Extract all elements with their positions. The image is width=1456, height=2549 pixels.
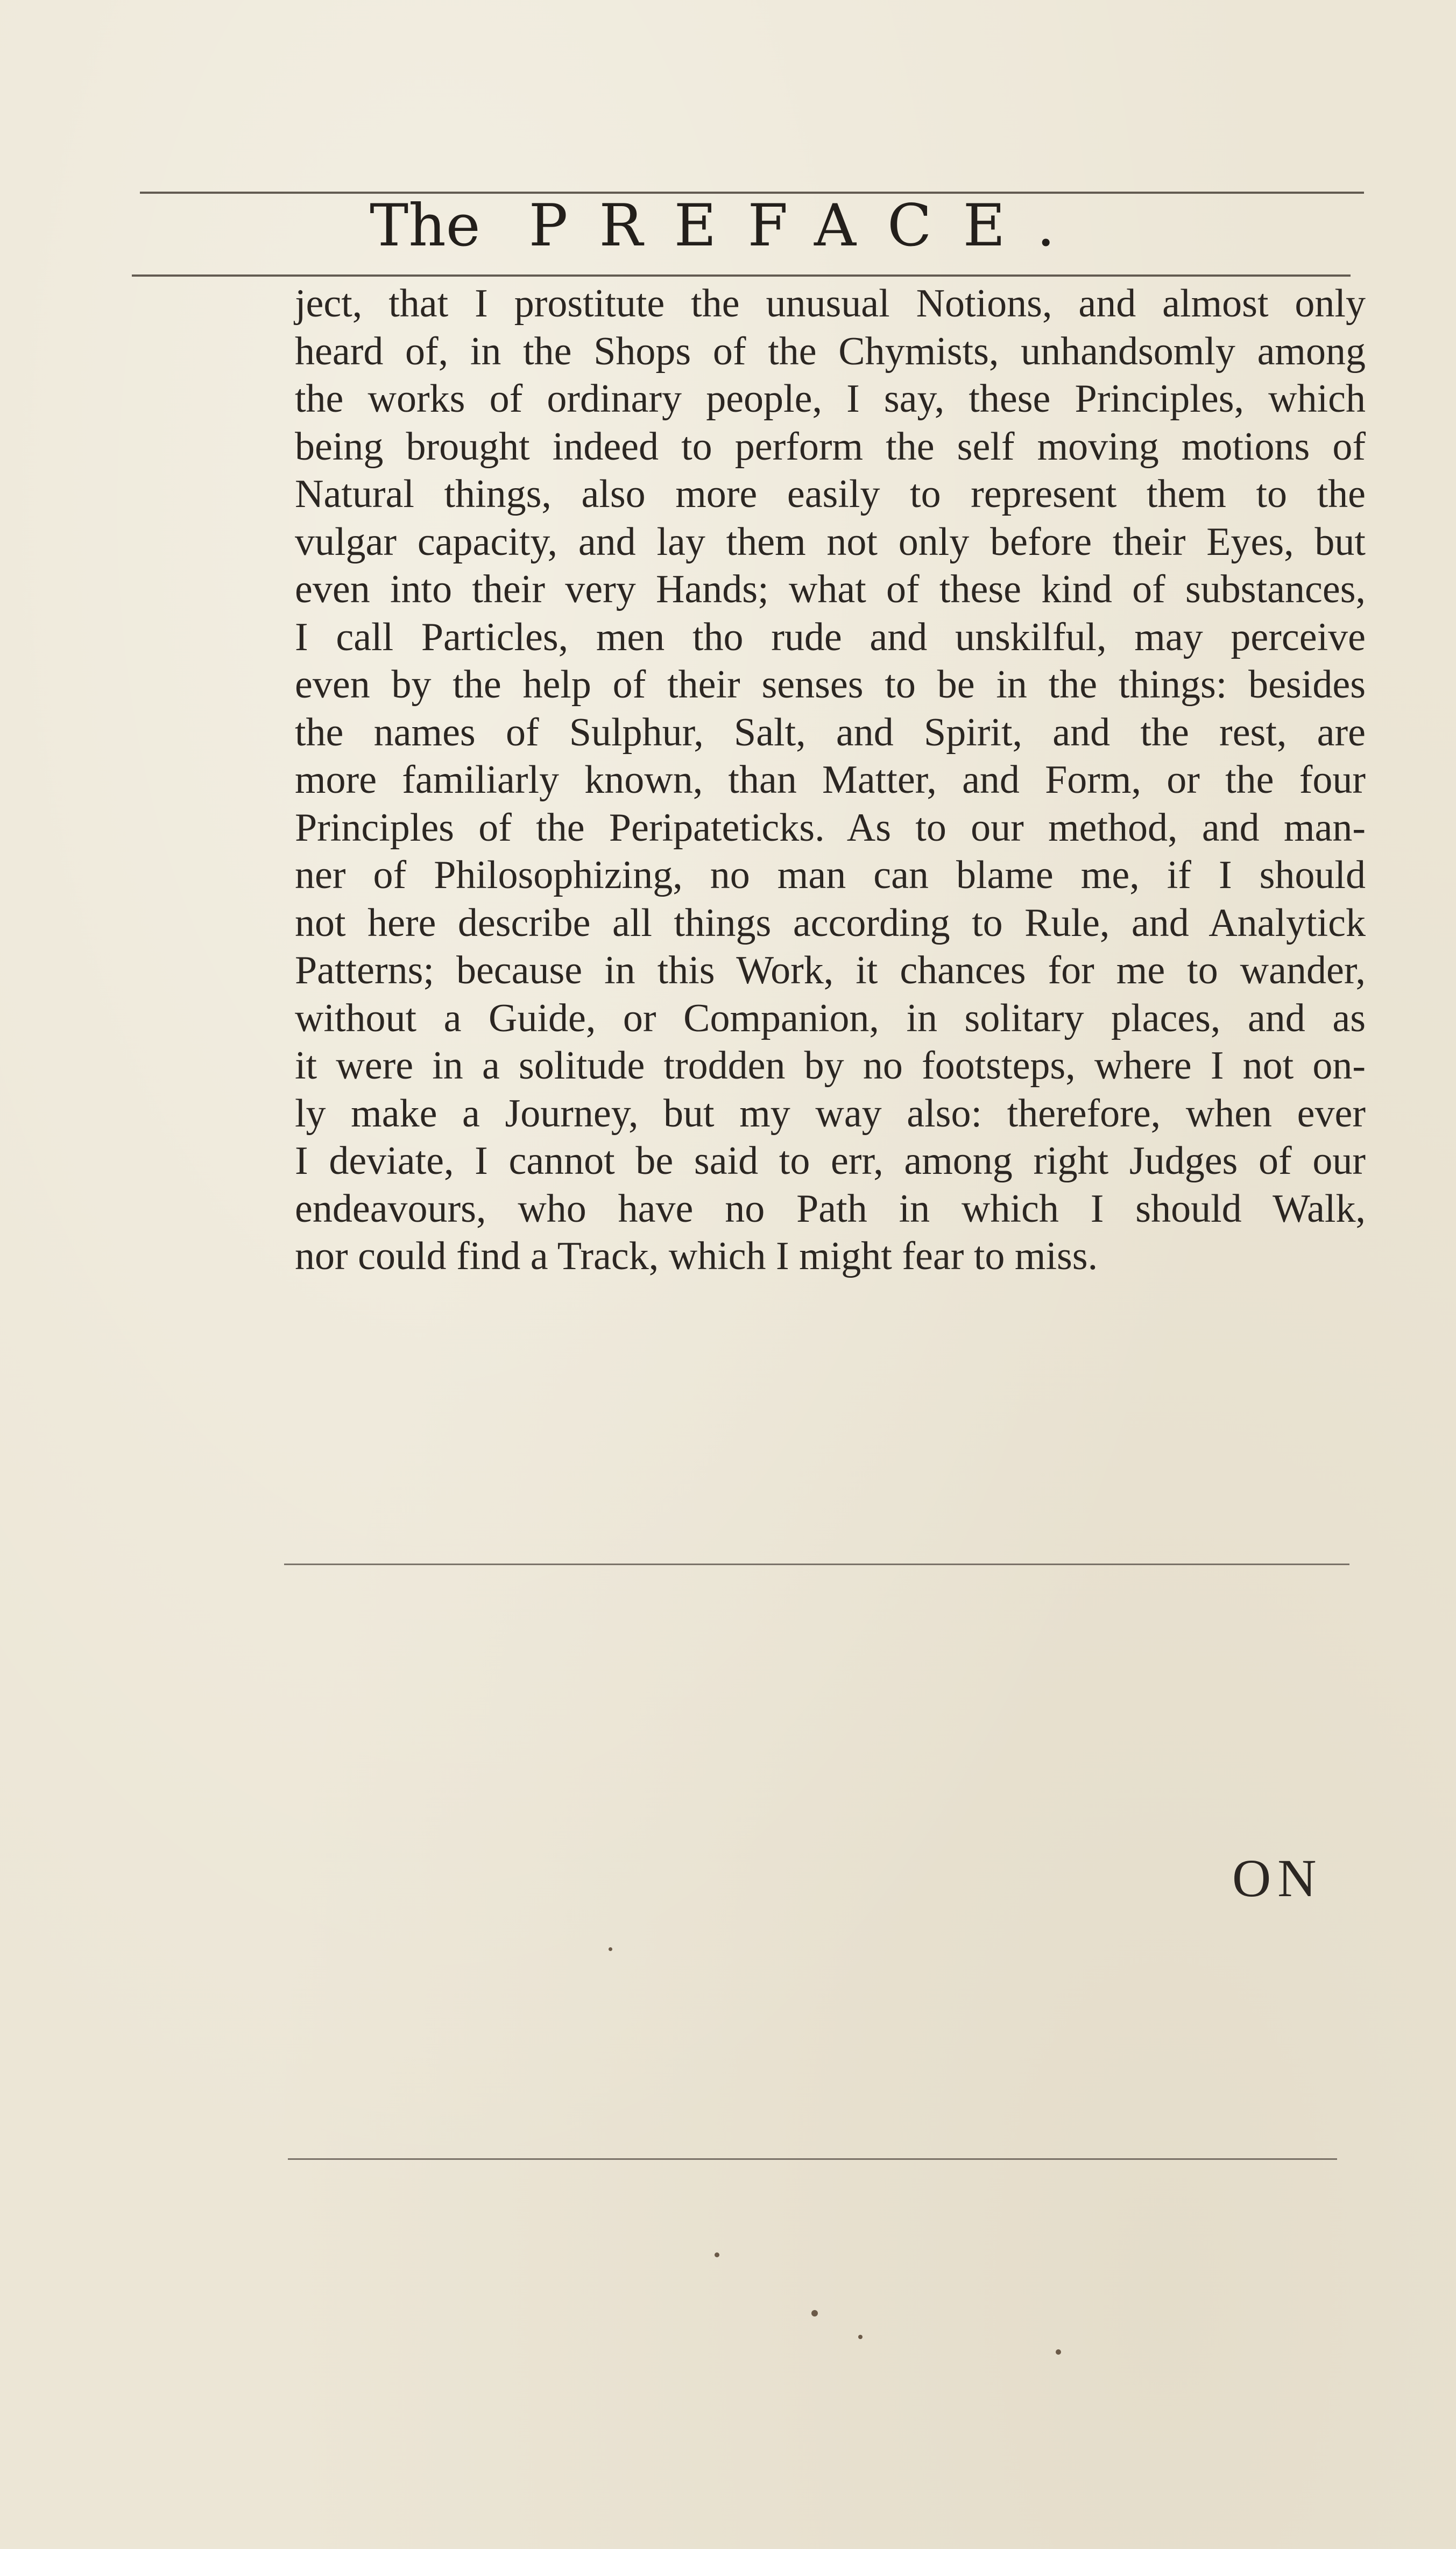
body-line-14: not here describe all things according to Rule, and Analytick (295, 900, 1366, 945)
body-line-8: I call Particles, men tho rude and unskilful, may perceive (295, 615, 1366, 659)
body-line-17: it were in a solitude trodden by no footsteps, where I not on- (295, 1044, 1366, 1088)
body-line-13: ner of Philosophizing, no man can blame me, if I should (295, 853, 1366, 897)
body-line-21: nor could find a Track, which I might fear to miss. (295, 1234, 1098, 1278)
body-line-20: endeavours, who have no Path in which I should Walk, (295, 1186, 1366, 1231)
body-line-12: Principles of the Peripateticks. As to our method, and man- (295, 805, 1366, 850)
body-line-10: the names of Sulphur, Salt, and Spirit, and the rest, are (295, 710, 1366, 755)
divider-rule-lower (288, 2158, 1337, 2160)
divider-rule-upper (284, 1564, 1349, 1565)
body-line-6: vulgar capacity, and lay them not only before their Eyes, but (295, 519, 1366, 564)
body-line-4: being brought indeed to perform the self moving motions of (295, 424, 1366, 469)
catchword: ON (1232, 1848, 1323, 1908)
head-rule (132, 274, 1351, 277)
body-line-2: heard of, in the Shops of the Chymists, unhandsomly among (295, 329, 1366, 374)
body-line-18: ly make a Journey, but my way also: therefore, when ever (295, 1091, 1366, 1136)
running-head (0, 191, 1456, 261)
body-line-16: without a Guide, or Companion, in solitary places, and as (295, 996, 1366, 1040)
body-line-3: the works of ordinary people, I say, these Principles, which (295, 377, 1366, 421)
body-text (295, 280, 1366, 1280)
body-line-1: ject, that I prostitute the unusual Notions, and almost only (295, 281, 1366, 326)
body-line-5: Natural things, also more easily to represent them to the (295, 472, 1366, 516)
body-line-7: even into their very Hands; what of these kind of substances, (295, 567, 1366, 611)
paper-speck (715, 2252, 719, 2257)
paper-speck (1056, 2349, 1061, 2355)
body-line-11: more familiarly known, than Matter, and Form, or the four (295, 758, 1366, 802)
paper-speck (609, 1947, 612, 1951)
body-line-15: Patterns; because in this Work, it chances for me to wander, (295, 948, 1366, 992)
body-line-9: even by the help of their senses to be in the things: besides (295, 663, 1366, 707)
running-head-the: The (370, 192, 480, 259)
body-line-19: I deviate, I cannot be said to err, among right Judges of our (295, 1139, 1366, 1183)
running-head-preface: PREFACE. (528, 192, 1086, 259)
paper-speck (811, 2310, 818, 2316)
paper-speck (858, 2335, 863, 2339)
